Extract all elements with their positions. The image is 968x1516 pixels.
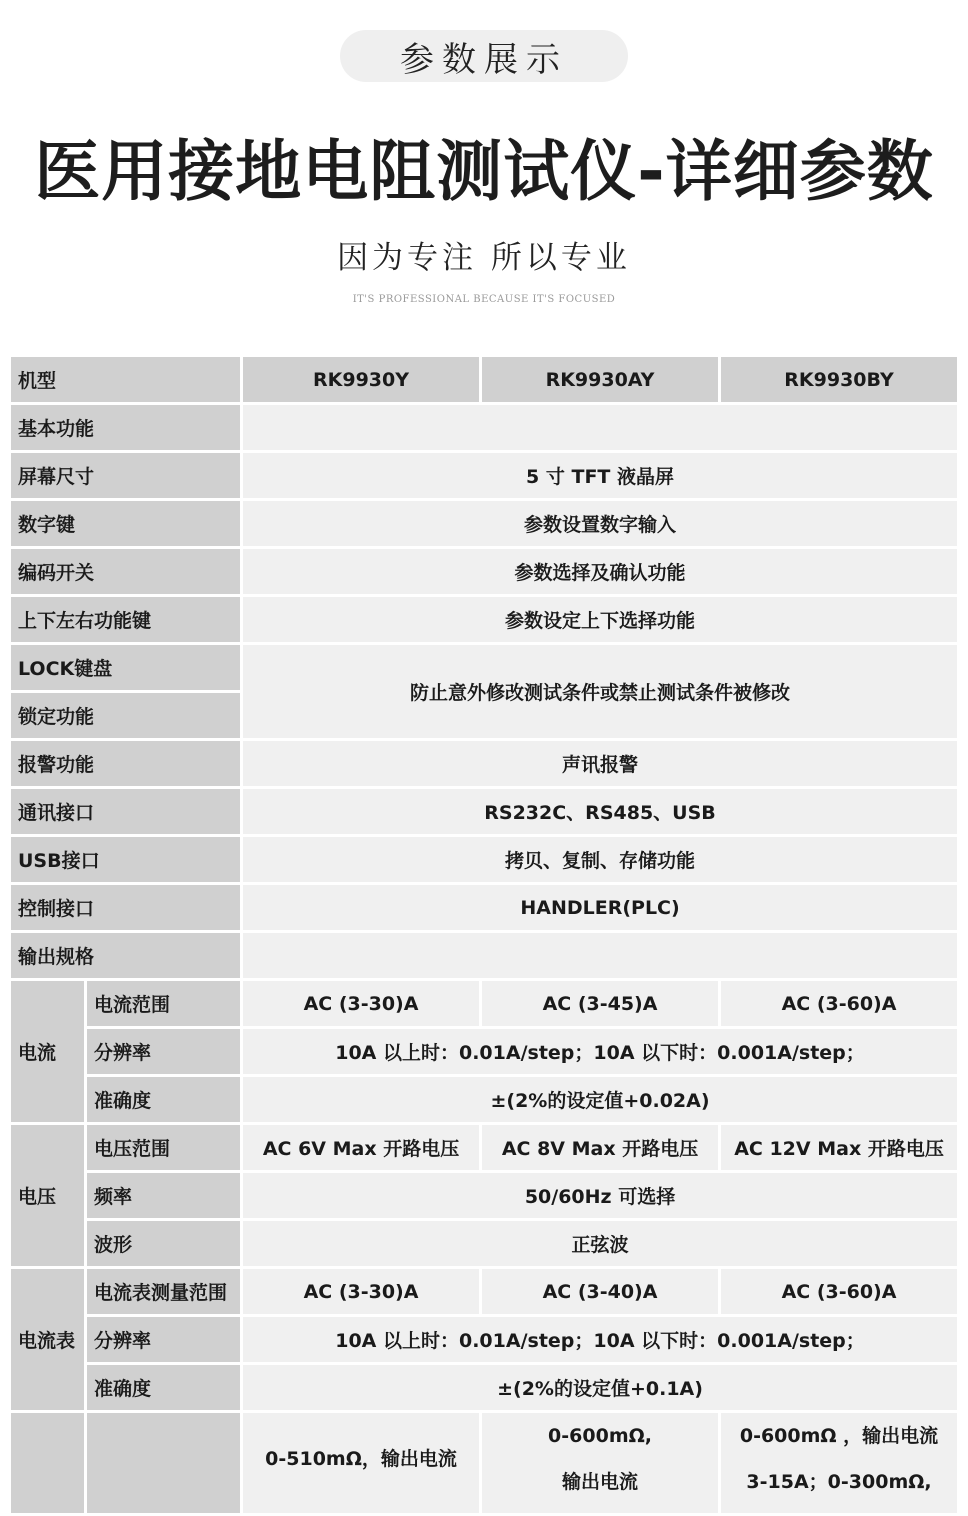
row-label-resistance-empty bbox=[87, 1413, 240, 1513]
table-row-basic bbox=[11, 405, 957, 450]
resistance-col-2 bbox=[482, 1413, 718, 1513]
group-current: 电流 bbox=[11, 981, 84, 1122]
table-row-keypad bbox=[11, 501, 957, 546]
row-label-lock: LOCK键盘 bbox=[11, 645, 240, 690]
empty-cell bbox=[243, 933, 957, 978]
table-row-encoder bbox=[11, 549, 957, 594]
slogan: 因为专注 所以专业 bbox=[337, 240, 631, 276]
table-row-lock bbox=[11, 645, 957, 690]
row-label-ammeter-range: 电流表测量范围 bbox=[87, 1269, 240, 1314]
section-label: 参数展示 bbox=[400, 39, 568, 80]
section-basic-function: 基本功能 bbox=[11, 405, 240, 450]
section-output-spec: 输出规格 bbox=[11, 933, 240, 978]
resistance-col-2-line-1: 0-600mΩ, bbox=[548, 1425, 652, 1447]
resistance-col-2-line-2: 输出电流 bbox=[562, 1471, 639, 1493]
group-resistance-empty bbox=[11, 1413, 84, 1513]
row-label-current-resolution: 分辨率 bbox=[87, 1029, 240, 1074]
table-row-voltage-wave bbox=[11, 1221, 957, 1266]
table-row-ammeter-range bbox=[11, 1269, 957, 1314]
row-label-comm: 通讯接口 bbox=[11, 789, 240, 834]
resistance-col-3-line-1: 0-600mΩ ，输出电流 bbox=[739, 1425, 939, 1447]
row-label-encoder: 编码开关 bbox=[11, 549, 240, 594]
table-row-voltage-freq bbox=[11, 1173, 957, 1218]
current-resolution-value: 10A 以上时：0.01A/step；10A 以下时：0.001A/step； bbox=[243, 1029, 957, 1074]
table-row-usb bbox=[11, 837, 957, 882]
current-range-1: AC (3-30)A bbox=[243, 981, 479, 1026]
screen-value: 5 寸 TFT 液晶屏 bbox=[243, 453, 957, 498]
row-label-screen: 屏幕尺寸 bbox=[11, 453, 240, 498]
row-label-usb: USB接口 bbox=[11, 837, 240, 882]
table-row-alarm bbox=[11, 741, 957, 786]
table-row-ammeter-resolution bbox=[11, 1317, 957, 1362]
row-label-arrows: 上下左右功能键 bbox=[11, 597, 240, 642]
row-label-voltage-freq: 频率 bbox=[87, 1173, 240, 1218]
lock-value: 防止意外修改测试条件或禁止测试条件被修改 bbox=[243, 645, 957, 738]
resistance-col-3-line-2: 3-15A；0-300mΩ, bbox=[746, 1471, 932, 1493]
alarm-value: 声讯报警 bbox=[243, 741, 957, 786]
table-row-current-accuracy bbox=[11, 1077, 957, 1122]
voltage-freq-value: 50/60Hz 可选择 bbox=[243, 1173, 957, 1218]
table-row-current-range bbox=[11, 981, 957, 1026]
voltage-wave-value: 正弦波 bbox=[243, 1221, 957, 1266]
usb-value: 拷贝、复制、存储功能 bbox=[243, 837, 957, 882]
ammeter-range-1: AC (3-30)A bbox=[243, 1269, 479, 1314]
table-row-voltage-range bbox=[11, 1125, 957, 1170]
page-title: 医用接地电阻测试仪-详细参数 bbox=[34, 133, 934, 210]
table-row-model bbox=[11, 357, 957, 402]
model-2: RK9930AY bbox=[482, 357, 718, 402]
row-label-voltage-wave: 波形 bbox=[87, 1221, 240, 1266]
ammeter-range-3: AC (3-60)A bbox=[721, 1269, 957, 1314]
empty-cell bbox=[243, 405, 957, 450]
table-row-current-resolution bbox=[11, 1029, 957, 1074]
row-label-lock-func: 锁定功能 bbox=[11, 693, 240, 738]
row-label-ammeter-resolution: 分辨率 bbox=[87, 1317, 240, 1362]
control-value: HANDLER(PLC) bbox=[243, 885, 957, 930]
arrows-value: 参数设定上下选择功能 bbox=[243, 597, 957, 642]
row-label-current-accuracy: 准确度 bbox=[87, 1077, 240, 1122]
resistance-col-1-line: 0-510mΩ，输出电流 bbox=[265, 1448, 457, 1470]
table-row-comm bbox=[11, 789, 957, 834]
section-label-pill bbox=[340, 30, 628, 82]
voltage-range-3: AC 12V Max 开路电压 bbox=[721, 1125, 957, 1170]
voltage-range-1: AC 6V Max 开路电压 bbox=[243, 1125, 479, 1170]
table-row-ammeter-accuracy bbox=[11, 1365, 957, 1410]
group-voltage: 电压 bbox=[11, 1125, 84, 1266]
current-range-3: AC (3-60)A bbox=[721, 981, 957, 1026]
table-row-resistance bbox=[11, 1413, 957, 1513]
row-label-ammeter-accuracy: 准确度 bbox=[87, 1365, 240, 1410]
row-label-control: 控制接口 bbox=[11, 885, 240, 930]
current-accuracy-value: ±(2%的设定值+0.02A) bbox=[243, 1077, 957, 1122]
table-row-output bbox=[11, 933, 957, 978]
resistance-col-1 bbox=[243, 1413, 479, 1513]
current-range-2: AC (3-45)A bbox=[482, 981, 718, 1026]
row-label-alarm: 报警功能 bbox=[11, 741, 240, 786]
table-row-control bbox=[11, 885, 957, 930]
ammeter-range-2: AC (3-40)A bbox=[482, 1269, 718, 1314]
voltage-range-2: AC 8V Max 开路电压 bbox=[482, 1125, 718, 1170]
spec-table bbox=[8, 354, 960, 1516]
encoder-value: 参数选择及确认功能 bbox=[243, 549, 957, 594]
slogan-english: IT'S PROFESSIONAL BECAUSE IT'S FOCUSED bbox=[352, 294, 616, 305]
ammeter-resolution-value: 10A 以上时：0.01A/step；10A 以下时：0.001A/step； bbox=[243, 1317, 957, 1362]
row-label-voltage-range: 电压范围 bbox=[87, 1125, 240, 1170]
row-label-current-range: 电流范围 bbox=[87, 981, 240, 1026]
col-header-model: 机型 bbox=[11, 357, 240, 402]
group-ammeter: 电流表 bbox=[11, 1269, 84, 1410]
model-3: RK9930BY bbox=[721, 357, 957, 402]
keypad-value: 参数设置数字输入 bbox=[243, 501, 957, 546]
table-row-arrows bbox=[11, 597, 957, 642]
ammeter-accuracy-value: ±(2%的设定值+0.1A) bbox=[243, 1365, 957, 1410]
comm-value: RS232C、RS485、USB bbox=[243, 789, 957, 834]
model-1: RK9930Y bbox=[243, 357, 479, 402]
table-row-screen bbox=[11, 453, 957, 498]
resistance-col-3 bbox=[721, 1413, 957, 1513]
row-label-keypad: 数字键 bbox=[11, 501, 240, 546]
